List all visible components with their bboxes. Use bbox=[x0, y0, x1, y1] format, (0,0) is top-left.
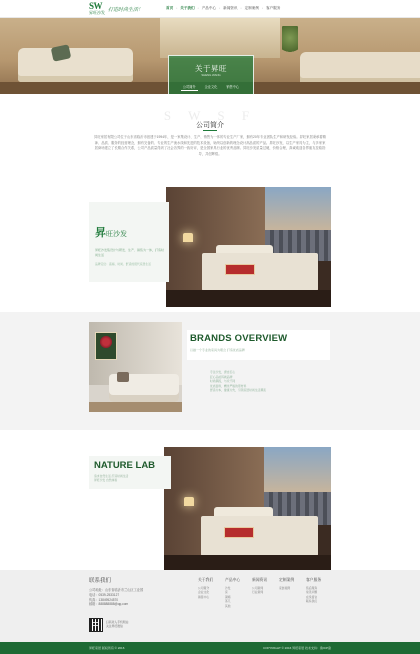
qr-code-icon bbox=[89, 618, 103, 632]
overview-list bbox=[210, 370, 330, 393]
footer-link[interactable]: 销售中心 bbox=[198, 594, 210, 599]
site-header bbox=[0, 0, 420, 18]
list-item: 匠心品质铸就品牌 bbox=[210, 374, 233, 379]
nature-lab-title: NATURE LAB bbox=[94, 460, 156, 471]
nature-lab-sub-line: 昇旺沙发 自然体验 bbox=[94, 478, 118, 482]
banner-subtitle: SHENG WANG bbox=[201, 73, 221, 77]
logo-subtext: 昇旺沙发 bbox=[89, 10, 105, 15]
footer-col-news bbox=[252, 578, 272, 608]
footer-link[interactable]: 其他 bbox=[225, 603, 231, 608]
site-logo[interactable] bbox=[89, 2, 105, 15]
banner-plant bbox=[282, 26, 298, 56]
photo-lamp bbox=[184, 497, 194, 506]
nature-lab-card bbox=[89, 456, 171, 489]
contact-email[interactable]: 邮箱：888888888@qq.com bbox=[89, 602, 129, 607]
footer-link[interactable]: 沙发 bbox=[225, 586, 231, 590]
brand-logo-rest: 旺沙发 bbox=[106, 231, 127, 238]
footer-link[interactable]: 售后服务 bbox=[306, 586, 318, 590]
footer-link[interactable]: 常见问题 bbox=[306, 590, 318, 595]
list-item: 专注沙发，源自匠心 bbox=[210, 370, 236, 374]
logo-mark: SW bbox=[89, 1, 103, 11]
nature-lab-section bbox=[0, 430, 420, 570]
photo-lamp bbox=[183, 233, 193, 242]
copyright-right: COPYRIGHT © 2016 昇旺家居 技术支持：鲁ICP备 bbox=[263, 646, 331, 650]
hotel-room-photo bbox=[164, 447, 331, 572]
tab-company-intro[interactable]: 公司简介 bbox=[182, 85, 196, 89]
contact-fax: 传真：13849524570 bbox=[89, 597, 119, 602]
footer-col-service bbox=[306, 578, 326, 608]
nav-separator: • bbox=[197, 6, 199, 10]
intro-title: 公司简介 bbox=[196, 122, 224, 129]
brand-card bbox=[89, 202, 169, 282]
qr-caption-line: 关注昇旺微信 bbox=[106, 624, 123, 628]
company-intro-section bbox=[0, 94, 420, 184]
nav-separator: • bbox=[261, 6, 263, 10]
brand-text: 昇旺沙发集设计与研发、生产、销售为一体，打造时尚生活 bbox=[95, 248, 165, 257]
nature-lab-sub-line: 追求自然生活 打造时尚生活 bbox=[94, 474, 129, 478]
footer-col-title[interactable]: 关于我们 bbox=[198, 578, 214, 582]
copyright-bar bbox=[0, 642, 420, 654]
header-slogan: 打造时尚生活！ bbox=[108, 8, 144, 13]
footer-col-products bbox=[225, 578, 245, 608]
footer-link[interactable]: 家装案例 bbox=[279, 586, 291, 590]
footer-contact bbox=[89, 576, 143, 607]
qr-caption-line: 扫码进入手机网站 bbox=[106, 620, 129, 624]
photo-tray bbox=[225, 264, 255, 275]
intro-watermark: S W S F bbox=[163, 108, 257, 123]
nav-item-home[interactable]: 首页 bbox=[166, 6, 174, 10]
list-item: 时尚潮流，与众不同 bbox=[210, 379, 236, 384]
site-footer bbox=[0, 570, 420, 642]
overview-subtitle: 以做一个专业的家具为理念 打造优质品牌 bbox=[190, 348, 245, 352]
qr-caption bbox=[106, 620, 128, 628]
footer-link[interactable]: 联系我们 bbox=[306, 599, 318, 604]
footer-col-title[interactable]: 定制案例 bbox=[279, 578, 295, 582]
photo-floor bbox=[166, 290, 331, 307]
bedroom-photo bbox=[166, 187, 331, 307]
banner-window bbox=[160, 18, 280, 58]
contact-address: 公司地址：山东省临沂市兰山区工业园 bbox=[89, 588, 144, 592]
tab-sales[interactable]: 销售中心 bbox=[226, 85, 240, 89]
overview-card bbox=[187, 330, 330, 360]
footer-col-title[interactable]: 产品中心 bbox=[225, 578, 241, 582]
main-nav bbox=[163, 6, 283, 11]
photo-flower bbox=[100, 336, 112, 348]
living-room-photo bbox=[89, 322, 182, 412]
photo-floor bbox=[89, 402, 182, 412]
brand-logo bbox=[95, 224, 127, 240]
footer-link[interactable]: 床 bbox=[225, 590, 228, 595]
nav-item-products[interactable]: 产品中心 bbox=[201, 6, 217, 10]
footer-col-title[interactable]: 客户服务 bbox=[306, 578, 322, 582]
banner-title: 关于昇旺 bbox=[195, 64, 227, 73]
footer-col-cases bbox=[279, 578, 299, 608]
nav-item-service[interactable]: 客户服务 bbox=[266, 6, 281, 10]
overview-title: BRANDS OVERVIEW bbox=[190, 333, 288, 344]
nav-separator: • bbox=[219, 6, 221, 10]
nature-lab-subtitle bbox=[94, 474, 128, 482]
photo-tray bbox=[224, 527, 254, 538]
footer-link[interactable]: 公司新闻 bbox=[252, 586, 264, 590]
footer-col-title[interactable]: 新闻资讯 bbox=[252, 578, 268, 582]
brands-overview-section bbox=[0, 312, 420, 430]
nav-item-cases[interactable]: 定制案例 bbox=[244, 6, 259, 10]
brand-section bbox=[0, 184, 420, 312]
copyright-left: 昇旺家居 版权所有 © 2016 bbox=[89, 646, 125, 650]
title-divider bbox=[203, 130, 217, 131]
banner-title-box bbox=[168, 55, 254, 94]
contact-phone: 电话：0539-2533127 bbox=[89, 592, 120, 597]
footer-link[interactable]: 在线留言 bbox=[306, 594, 318, 599]
banner-sofa-left bbox=[18, 48, 133, 82]
banner-sofa-right bbox=[300, 52, 420, 84]
footer-link[interactable]: 企业文化 bbox=[198, 590, 210, 595]
tab-culture[interactable]: 企业文化 bbox=[204, 85, 218, 89]
nav-item-about[interactable]: 关于我们 bbox=[180, 6, 195, 10]
brand-logo-main: 昇 bbox=[95, 227, 106, 239]
nav-separator: • bbox=[240, 6, 242, 10]
nav-item-news[interactable]: 新闻资讯 bbox=[223, 6, 238, 10]
brand-position-text: 品牌定位：高端、时尚、舒适的现代家居生活 bbox=[95, 262, 151, 266]
footer-link-columns bbox=[198, 578, 326, 608]
nav-separator: • bbox=[176, 6, 178, 10]
footer-link[interactable]: 公司简介 bbox=[198, 586, 210, 590]
footer-link[interactable]: 茶几 bbox=[225, 599, 231, 604]
intro-text: 昇旺家居有限公司位于山东省临沂市创建于1994年，是一家集设计、生产、销售为一体的专业生产厂家，拥有20年专业团队生产和研发经验。昇旺家居秉承着精神、品质、服务的经营理念，拥有完备的、专业的生产流水线和先进的技术设备，始终以创新的理念设计高品质的产品。昇旺沙发，以生产家具为主，与多家家居商场建立了长期合作关系，公司产品质量得到了社会各界的一致好评，是全国家具行业的优秀品牌。昇旺沙发质量过硬，价格合理，真诚欢迎各界朋友莅临指导，共创辉煌。 bbox=[94, 135, 326, 156]
footer-col-about bbox=[198, 578, 218, 608]
page-banner bbox=[0, 18, 420, 94]
list-item: 舒适为本，健康为先，引领家居时尚生活潮流 bbox=[210, 388, 266, 393]
list-item: 优质面料，精选严格的原材料 bbox=[210, 383, 247, 388]
photo-cushion bbox=[117, 372, 129, 382]
contact-title: 联系我们 bbox=[89, 578, 112, 584]
banner-tabs bbox=[169, 83, 253, 91]
footer-link[interactable]: 行业新闻 bbox=[252, 590, 264, 595]
footer-link[interactable]: 餐椅 bbox=[225, 594, 231, 599]
